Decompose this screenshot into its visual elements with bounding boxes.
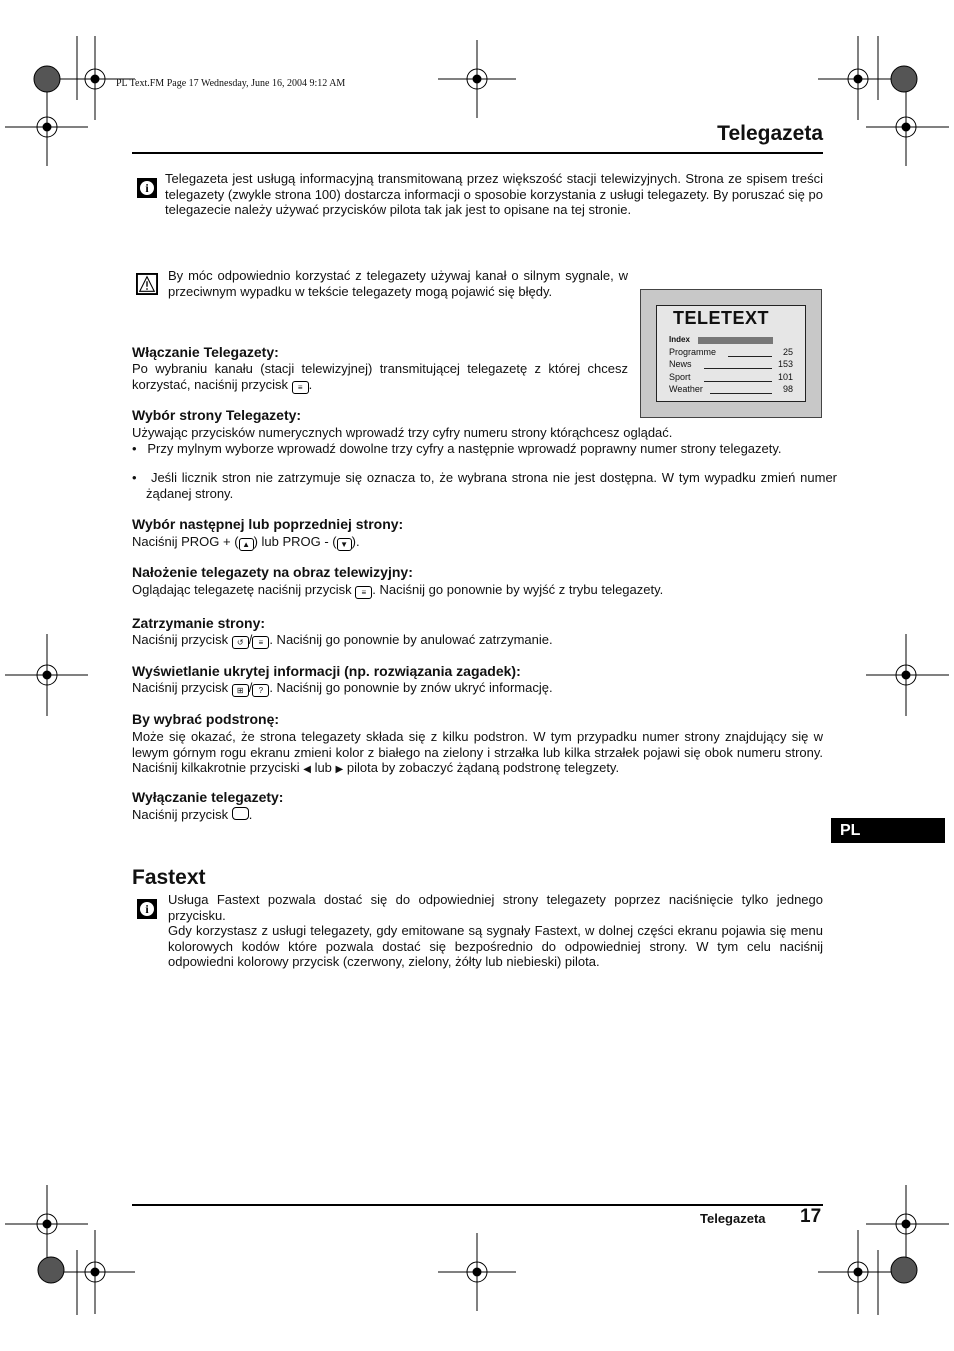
section-text: Po wybraniu kanału (stacji telewizyjnej) transmitującej telegazetę z której chcesz korzystać, naciśnij przycisk ≡ . xyxy=(132,361,628,392)
registration-mark-icon xyxy=(5,634,88,716)
title-rule xyxy=(132,152,823,154)
hold-icon: ↺ xyxy=(232,636,249,649)
teletext-row-label: Weather xyxy=(669,384,703,394)
registration-mark-icon xyxy=(55,1230,135,1314)
fastext-text: Usługa Fastext pozwala dostać się do odpowiedniej strony telegazety poprzez naciśnięcie tylko jednego przycisku. xyxy=(168,892,823,923)
language-tab: PL xyxy=(831,818,945,843)
section-heading: By wybrać podstronę: xyxy=(132,711,280,727)
teletext-row-page: 25 xyxy=(782,347,793,357)
list-item: • Jeśli licznik stron nie zatrzymuje się oznacza to, że wybrana strona nie jest dostępna. W tym wypadku zmień numer żądanej strony. xyxy=(132,470,838,501)
teletext-index-label: Index xyxy=(669,335,690,344)
section-text: Naciśnij przycisk ↺ / ≡ . Naciśnij go ponownie by anulować zatrzymanie. xyxy=(132,632,553,647)
hold-page-icon: ≡ xyxy=(252,636,269,649)
teletext-button-icon: ≡ xyxy=(292,381,309,394)
prog-up-icon: ▲ xyxy=(239,538,254,551)
teletext-row-page: 101 xyxy=(777,372,793,382)
teletext-row-label: Sport xyxy=(669,372,691,382)
reveal-question-icon: ? xyxy=(252,684,269,697)
list-item: • Przy mylnym wyborze wprowadź dowolne trzy cyfry a następnie wprowadź poprawny numer strony telegazety. xyxy=(132,441,782,456)
registration-mark-icon xyxy=(5,1185,88,1265)
section-text: Naciśnij przycisk ⊞ / ? . Naciśnij go ponownie by znów ukryć informację. xyxy=(132,680,553,695)
section-heading: Zatrzymanie strony: xyxy=(132,615,266,631)
registration-star-icon xyxy=(34,66,60,92)
teletext-row-leader xyxy=(704,368,772,369)
section-text: Używając przycisków numerycznych wprowadź trzy cyfry numeru strony którąchcesz oglądać. xyxy=(132,425,673,440)
teletext-row-leader xyxy=(704,381,772,382)
registration-mark-icon xyxy=(866,634,949,716)
tv-button-icon xyxy=(232,807,249,820)
info-icon: i xyxy=(137,178,157,198)
section-heading: Wybór strony Telegazety: xyxy=(132,407,302,423)
page-number: 17 xyxy=(800,1206,822,1227)
registration-mark-icon xyxy=(818,36,898,120)
teletext-row-page: 153 xyxy=(777,359,793,369)
registration-mark-icon xyxy=(818,1230,898,1314)
section-text: Naciśnij przycisk . xyxy=(132,807,253,822)
reveal-icon: ⊞ xyxy=(232,684,249,697)
teletext-index-bar xyxy=(698,337,773,344)
section-heading: Nałożenie telegazety na obraz telewizyjny: xyxy=(132,564,413,580)
section-heading: Wyświetlanie ukrytej informacji (np. rozwiązania zagadek): xyxy=(132,663,521,679)
footer-rule xyxy=(132,1204,823,1206)
prog-down-icon: ▼ xyxy=(337,538,352,551)
warning-icon xyxy=(136,273,158,295)
arrow-right-icon: ▶ xyxy=(335,764,344,775)
section-heading: Włączanie Telegazety: xyxy=(132,344,279,360)
section-text: Może się okazać, że strona telegazety składa się z kilku podstron. W tym przypadku numer strony znajdujący się w lewym górnym rogu ekranu zmieni kolor z białego na zielony i strzałka lub kilka strzałek pojawi się obok numeru strony. Naciśnij kilkakrotnie przyciski ◀ lub ▶ pilota by zobaczyć żądaną podstronę telegzety. xyxy=(132,729,823,775)
fastext-title: Fastext xyxy=(132,866,206,889)
fastext-text: Gdy korzystasz z usługi telegazety, gdy emitowane są sygnały Fastext, w dolnej części ekranu pojawia się menu kolorowych kodów które pozwala dostać się bezpośrednio do odpowiedniej strony. W tym celu naciśnij odpowiedni kolorowy przycisk (czerwony, zielony, żółty lub niebieski) pilota. xyxy=(168,923,823,969)
arrow-left-icon: ◀ xyxy=(303,764,311,775)
registration-mark-icon xyxy=(438,1233,516,1311)
section-text: Oglądając telegazetę naciśnij przycisk ≡ . Naciśnij go ponownie by wyjść z trybu telegazety. xyxy=(132,582,664,597)
teletext-row-label: News xyxy=(669,359,692,369)
teletext-logo: TELETEXT xyxy=(673,308,770,328)
teletext-row-leader xyxy=(728,356,772,357)
intro-text: Telegazeta jest usługą informacyjną transmitowaną przez większość stacji telewizyjnych. Strona ze spisem treści telegazety (zwykle strona 100) dostarcza informacji o sposobie korzystania z usługi telegazety. By poruszać się po telegazecie należy używać przycisków pilota tak jak jest to opisane na tej stronie. xyxy=(165,171,823,217)
registration-mark-icon xyxy=(866,1185,949,1265)
registration-mark-icon xyxy=(866,85,949,166)
info-icon: i xyxy=(137,899,157,919)
teletext-button-icon: ≡ xyxy=(355,586,372,599)
teletext-row-label: Programme xyxy=(669,347,717,357)
file-header-info: PL Text.FM Page 17 Wednesday, June 16, 2004 9:12 AM xyxy=(116,78,346,89)
section-text: Naciśnij PROG + ( ▲ ) lub PROG - ( ▼ ). xyxy=(132,534,360,549)
section-heading: Wybór następnej lub poprzedniej strony: xyxy=(132,516,404,532)
page-title: Telegazeta xyxy=(717,122,823,145)
teletext-row-page: 98 xyxy=(782,384,793,394)
registration-star-icon xyxy=(891,1257,917,1283)
registration-mark-icon xyxy=(438,40,516,118)
warning-text: By móc odpowiednio korzystać z telegazety używaj kanał o silnym sygnale, w przeciwnym wypadku w tekście telegazety mogą pojawić się błędy. xyxy=(168,268,628,299)
section-heading: Wyłączanie telegazety: xyxy=(132,789,284,805)
footer-title: Telegazeta xyxy=(700,1211,766,1226)
registration-star-icon xyxy=(891,66,917,92)
registration-star-icon xyxy=(38,1257,64,1283)
teletext-row-leader xyxy=(710,393,772,394)
registration-mark-icon xyxy=(5,85,88,166)
